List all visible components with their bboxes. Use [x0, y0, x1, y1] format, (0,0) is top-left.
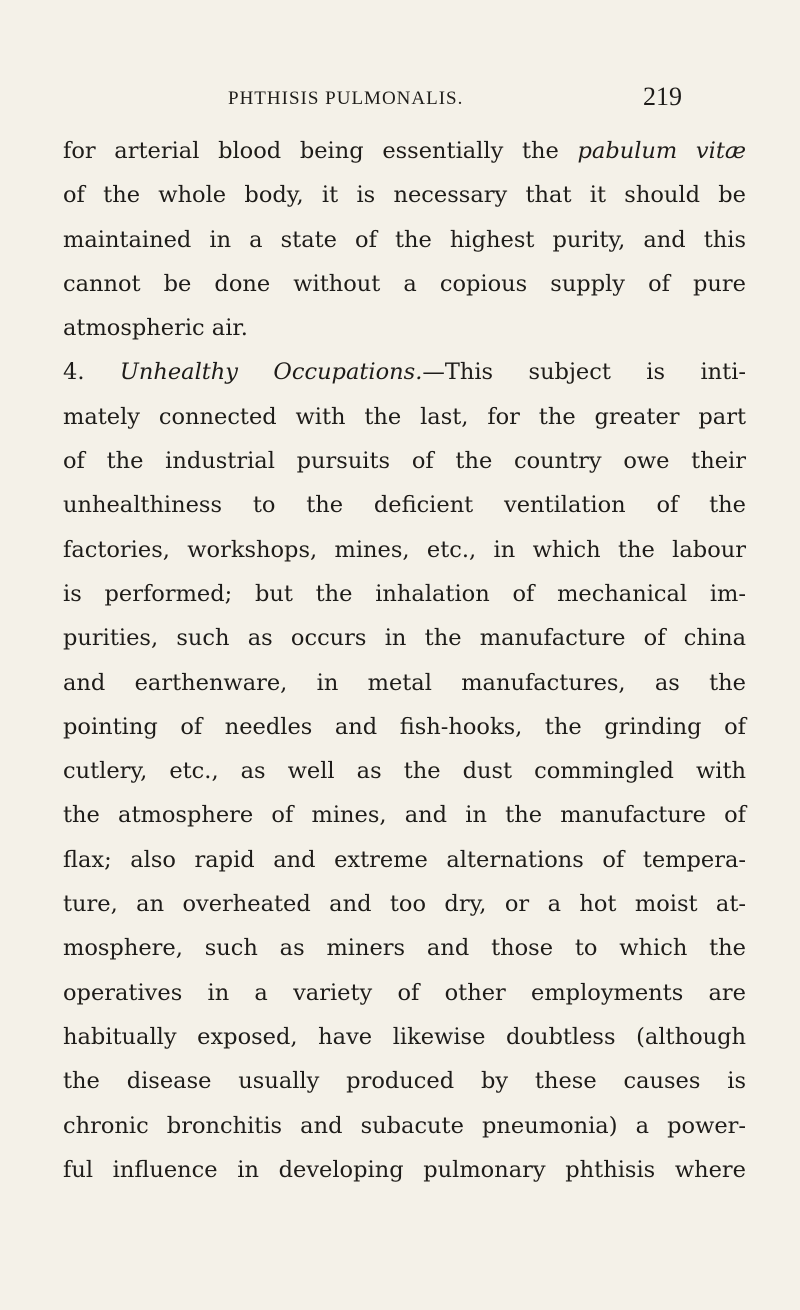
- text-line: of the whole body, it is necessary that it should be: [63, 182, 746, 209]
- body-text: [63, 129, 746, 1192]
- text-line: mately connected with the last, for the greater part: [63, 403, 746, 430]
- text-line: for arterial blood being essentially the pabulum vitæ: [63, 138, 747, 164]
- text-line: the atmosphere of mines, and in the manufacture of: [63, 802, 746, 829]
- text-line: flax; also rapid and extreme alternations of tempera-: [63, 846, 746, 873]
- text-line: habitually exposed, have likewise doubtless (although: [63, 1023, 746, 1050]
- text-line: atmospheric air.: [63, 315, 248, 342]
- text-line: the disease usually produced by these causes is: [63, 1068, 746, 1095]
- text-line: operatives in a variety of other employments are: [63, 979, 746, 1006]
- text-line: factories, workshops, mines, etc., in which the labour: [63, 536, 746, 563]
- text-line: chronic bronchitis and subacute pneumonia) a power-: [63, 1112, 746, 1139]
- text-line: unhealthiness to the deficient ventilation of the: [63, 492, 746, 519]
- text-line: mosphere, such as miners and those to which the: [63, 935, 746, 962]
- section-heading: Unhealthy Occupations.: [119, 359, 423, 386]
- text-line: of the industrial pursuits of the country owe their: [63, 448, 746, 475]
- page-number: 219: [643, 82, 682, 111]
- running-head: PHTHISIS PULMONALIS.: [228, 88, 464, 109]
- text-line: cannot be done without a copious supply of pure: [63, 270, 746, 297]
- text-line: ture, an overheated and too dry, or a hot moist at-: [63, 891, 746, 918]
- text-line: 4. Unhealthy Occupations.—This subject is inti-: [63, 359, 746, 386]
- text-line: and earthenware, in metal manufactures, as the: [63, 669, 746, 696]
- text-line: maintained in a state of the highest purity, and this: [63, 226, 746, 253]
- text-line: is performed; but the inhalation of mechanical im-: [63, 580, 746, 607]
- text-line: pointing of needles and fish-hooks, the grinding of: [63, 713, 746, 740]
- text-line: cutlery, etc., as well as the dust commingled with: [63, 758, 746, 785]
- text-line: purities, such as occurs in the manufacture of china: [63, 625, 746, 652]
- text-line: ful influence in developing pulmonary phthisis where: [63, 1156, 746, 1183]
